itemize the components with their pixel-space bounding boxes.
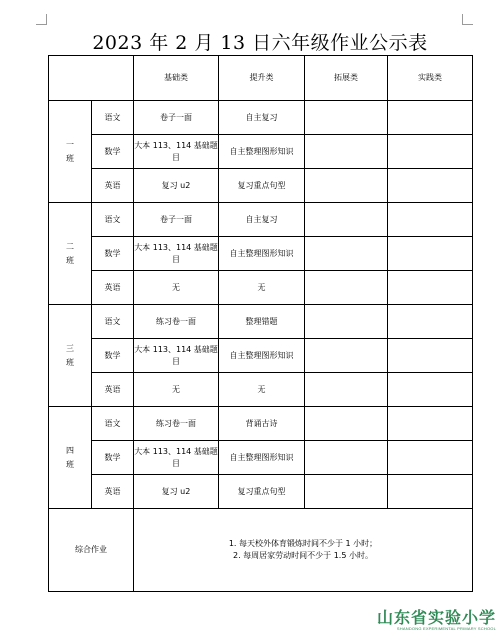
header-improve: 提升类 [219,56,305,101]
table-row [49,101,473,135]
basic-homework-cell: 卷子一面 [134,203,219,237]
practice-homework-cell [388,135,473,169]
subject-cell: 语文 [92,101,134,135]
class-name-cell [49,101,92,203]
school-logo-subtitle: SHANDONG EXPERIMENTAL PRIMARY SCHOOL [396,626,496,631]
improve-homework-cell: 自主整理图形知识 [219,237,305,271]
table-row [49,339,473,373]
table-row [49,373,473,407]
improve-homework-cell: 自主复习 [219,203,305,237]
summary-content [134,509,473,592]
improve-homework-cell: 自主整理图形知识 [219,135,305,169]
basic-homework-cell: 无 [134,271,219,305]
table-row [49,475,473,509]
class-name-cell [49,407,92,509]
extend-homework-cell [305,203,388,237]
extend-homework-cell [305,373,388,407]
basic-homework-cell: 复习 u2 [134,475,219,509]
page-corner-mark-right [462,14,473,25]
table-row [49,271,473,305]
practice-homework-cell [388,271,473,305]
practice-homework-cell [388,203,473,237]
extend-homework-cell [305,475,388,509]
improve-homework-cell: 无 [219,271,305,305]
extend-homework-cell [305,441,388,475]
extend-homework-cell [305,101,388,135]
class-name-cell [49,203,92,305]
extend-homework-cell [305,305,388,339]
subject-cell: 语文 [92,203,134,237]
class-name-cell [49,305,92,407]
improve-homework-cell: 背诵古诗 [219,407,305,441]
basic-homework-cell: 大本 113、114 基础题目 [134,339,219,373]
extend-homework-cell [305,135,388,169]
practice-homework-cell [388,101,473,135]
class-name: 三 班 [66,343,74,367]
header-row [49,56,473,101]
header-practice: 实践类 [388,56,473,101]
practice-homework-cell [388,475,473,509]
class-name: 二 班 [66,241,74,265]
improve-homework-cell: 复习重点句型 [219,169,305,203]
document-title: 2023 年 2 月 13 日六年级作业公示表 [92,32,428,54]
practice-homework-cell [388,237,473,271]
header-extend: 拓展类 [305,56,388,101]
summary-line: 1. 每天校外体育锻炼时间不少于 1 小时； [228,539,378,548]
subject-cell: 英语 [92,475,134,509]
practice-homework-cell [388,441,473,475]
basic-homework-cell: 大本 113、114 基础题目 [134,441,219,475]
page-corner-mark-left [36,14,47,25]
improve-homework-cell: 自主复习 [219,101,305,135]
subject-cell: 数学 [92,339,134,373]
table-row [49,203,473,237]
summary-label: 综合作业 [49,509,134,592]
table-row [49,169,473,203]
subject-cell: 英语 [92,271,134,305]
extend-homework-cell [305,407,388,441]
subject-cell: 数学 [92,441,134,475]
practice-homework-cell [388,305,473,339]
subject-cell: 语文 [92,407,134,441]
subject-cell: 语文 [92,305,134,339]
improve-homework-cell: 自主整理图形知识 [219,441,305,475]
practice-homework-cell [388,169,473,203]
extend-homework-cell [305,237,388,271]
improve-homework-cell: 整理错题 [219,305,305,339]
summary-row [49,509,473,592]
extend-homework-cell [305,271,388,305]
class-name: 四 班 [66,445,74,469]
school-logo [377,610,496,632]
basic-homework-cell: 卷子一面 [134,101,219,135]
class-name: 一 班 [66,139,74,163]
basic-homework-cell: 大本 113、114 基础题目 [134,237,219,271]
homework-table-body [49,56,473,592]
improve-homework-cell: 无 [219,373,305,407]
table-row [49,135,473,169]
subject-cell: 数学 [92,237,134,271]
school-logo-text: 山东省实验小学 [376,608,496,627]
extend-homework-cell [305,169,388,203]
subject-cell: 数学 [92,135,134,169]
basic-homework-cell: 练习卷一面 [134,407,219,441]
basic-homework-cell: 练习卷一面 [134,305,219,339]
basic-homework-cell: 无 [134,373,219,407]
table-row [49,305,473,339]
practice-homework-cell [388,373,473,407]
practice-homework-cell [388,407,473,441]
extend-homework-cell [305,339,388,373]
table-row [49,441,473,475]
subject-cell: 英语 [92,373,134,407]
basic-homework-cell: 复习 u2 [134,169,219,203]
basic-homework-cell: 大本 113、114 基础题目 [134,135,219,169]
practice-homework-cell [388,339,473,373]
table-row [49,237,473,271]
homework-table [48,55,473,592]
summary-line: 2. 每周居家劳动时间不少于 1.5 小时。 [233,551,373,560]
header-basic: 基础类 [134,56,219,101]
header-corner-cell [49,56,134,101]
improve-homework-cell: 复习重点句型 [219,475,305,509]
table-row [49,407,473,441]
improve-homework-cell: 自主整理图形知识 [219,339,305,373]
subject-cell: 英语 [92,169,134,203]
